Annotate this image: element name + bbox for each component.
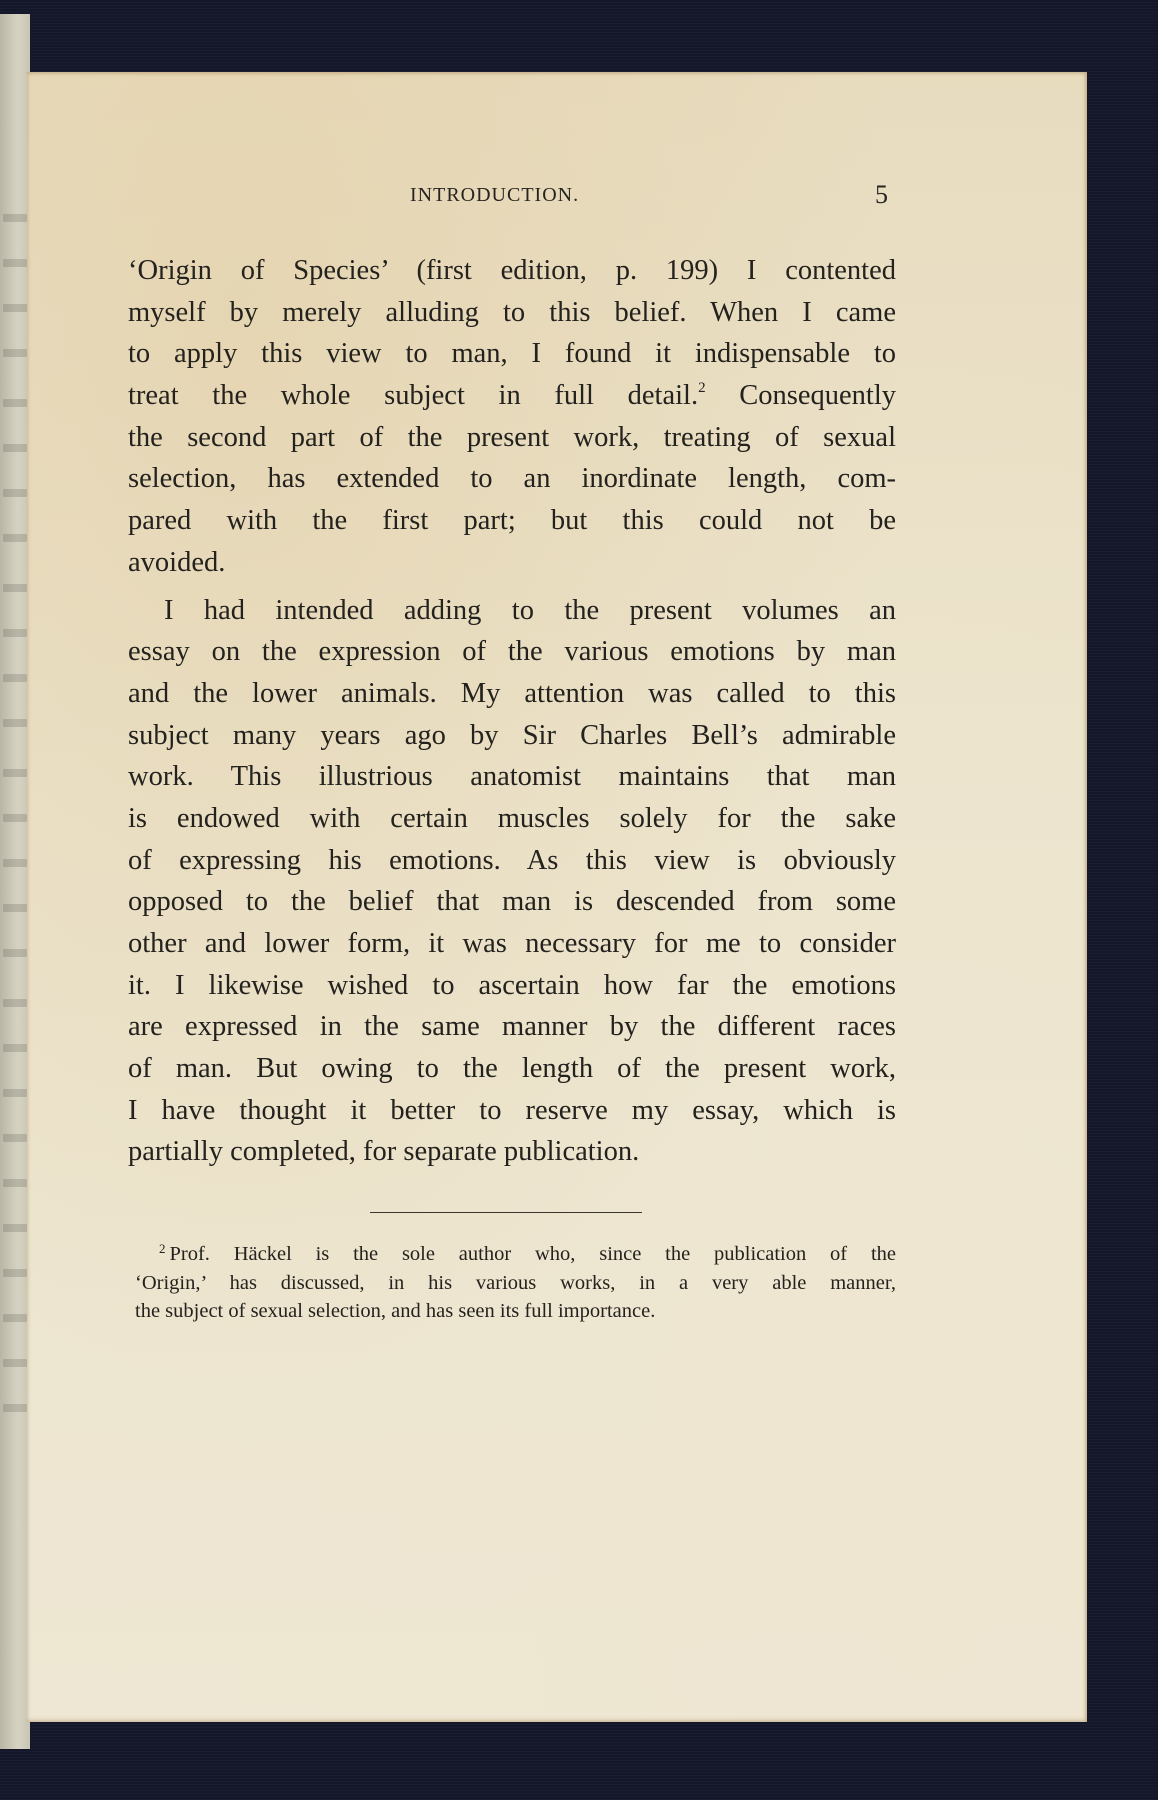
text-line: is endowed with certain muscles solely for the sake bbox=[128, 802, 896, 834]
paragraph-2 bbox=[128, 590, 896, 1174]
text-line: partially completed, for separate publication. bbox=[128, 1136, 640, 1168]
text-line: of expressing his emotions. As this view is obviously bbox=[128, 844, 896, 876]
ghost-text bbox=[3, 904, 27, 912]
ghost-text bbox=[3, 949, 27, 957]
text-line: selection, has extended to an inordinate length, com- bbox=[128, 463, 896, 495]
ghost-text bbox=[3, 489, 27, 497]
ghost-text bbox=[3, 1404, 27, 1412]
footnotes bbox=[135, 1240, 896, 1326]
footnote-line bbox=[135, 1240, 896, 1269]
ghost-text bbox=[3, 304, 27, 312]
text-line: opposed to the belief that man is descended from some bbox=[128, 886, 896, 918]
previous-page-edge bbox=[0, 14, 30, 1749]
ghost-text bbox=[3, 214, 27, 222]
ghost-text bbox=[3, 1359, 27, 1367]
ghost-text bbox=[3, 719, 27, 727]
ghost-text bbox=[3, 534, 27, 542]
ghost-text bbox=[3, 999, 27, 1007]
text-line: avoided. bbox=[128, 546, 226, 578]
footnote-divider bbox=[370, 1212, 642, 1213]
text-span: Consequently bbox=[739, 380, 897, 412]
text-line bbox=[128, 375, 896, 417]
running-title: INTRODUCTION. bbox=[410, 184, 580, 206]
footnote-marker: 2 bbox=[159, 1241, 166, 1256]
ghost-text bbox=[3, 859, 27, 867]
footnote-line: ‘Origin,’ has discussed, in his various works, in a very able manner, bbox=[135, 1271, 896, 1294]
ghost-text bbox=[3, 1089, 27, 1097]
footnote-line: the subject of sexual selection, and has seen its full importance. bbox=[135, 1300, 656, 1322]
ghost-text bbox=[3, 1179, 27, 1187]
book-page bbox=[27, 72, 1087, 1722]
footnote-reference[interactable]: 2 bbox=[698, 380, 706, 397]
text-line: of man. But owing to the length of the present work, bbox=[128, 1053, 896, 1085]
ghost-text bbox=[3, 259, 27, 267]
ghost-text bbox=[3, 349, 27, 357]
text-line: essay on the expression of the various emotions by man bbox=[128, 636, 896, 668]
text-line: myself by merely alluding to this belief. When I came bbox=[128, 296, 896, 328]
ghost-text bbox=[3, 1314, 27, 1322]
ghost-text bbox=[3, 629, 27, 637]
ghost-text bbox=[3, 399, 27, 407]
ghost-text bbox=[3, 814, 27, 822]
footnote-2 bbox=[135, 1240, 896, 1326]
ghost-text bbox=[3, 444, 27, 452]
text-line: and the lower animals. My attention was called to this bbox=[128, 677, 896, 709]
ghost-text bbox=[3, 584, 27, 592]
text-line: pared with the first part; but this could not be bbox=[128, 505, 896, 537]
ghost-text bbox=[3, 674, 27, 682]
text-line: the second part of the present work, treating of sexual bbox=[128, 421, 896, 453]
text-line: to apply this view to man, I found it indispensable to bbox=[128, 338, 896, 370]
text-line: ‘Origin of Species’ (first edition, p. 199) I contented bbox=[128, 255, 896, 286]
paragraph-1 bbox=[128, 250, 896, 584]
ghost-text bbox=[3, 1044, 27, 1052]
text-line: I had intended adding to the present volumes an bbox=[164, 594, 896, 626]
text-span: Prof. Häckel is the sole author who, since the publication of the bbox=[169, 1243, 896, 1265]
text-line: work. This illustrious anatomist maintains that man bbox=[128, 761, 896, 793]
ghost-text bbox=[3, 1269, 27, 1277]
text-line: are expressed in the same manner by the different races bbox=[128, 1011, 896, 1043]
running-head bbox=[27, 180, 1087, 214]
text-line: I have thought it better to reserve my essay, which is bbox=[128, 1094, 896, 1126]
ghost-text bbox=[3, 1134, 27, 1142]
ghost-text bbox=[3, 1224, 27, 1232]
text-line: other and lower form, it was necessary for me to consider bbox=[128, 928, 896, 959]
page-number: 5 bbox=[875, 180, 888, 209]
text-span: treat the whole subject in full detail. bbox=[128, 380, 699, 412]
text-line: it. I likewise wished to ascertain how far the emotions bbox=[128, 969, 896, 1001]
ghost-text bbox=[3, 769, 27, 777]
body-text bbox=[128, 250, 896, 1173]
text-line: subject many years ago by Sir Charles Bell’s admirable bbox=[128, 719, 896, 751]
